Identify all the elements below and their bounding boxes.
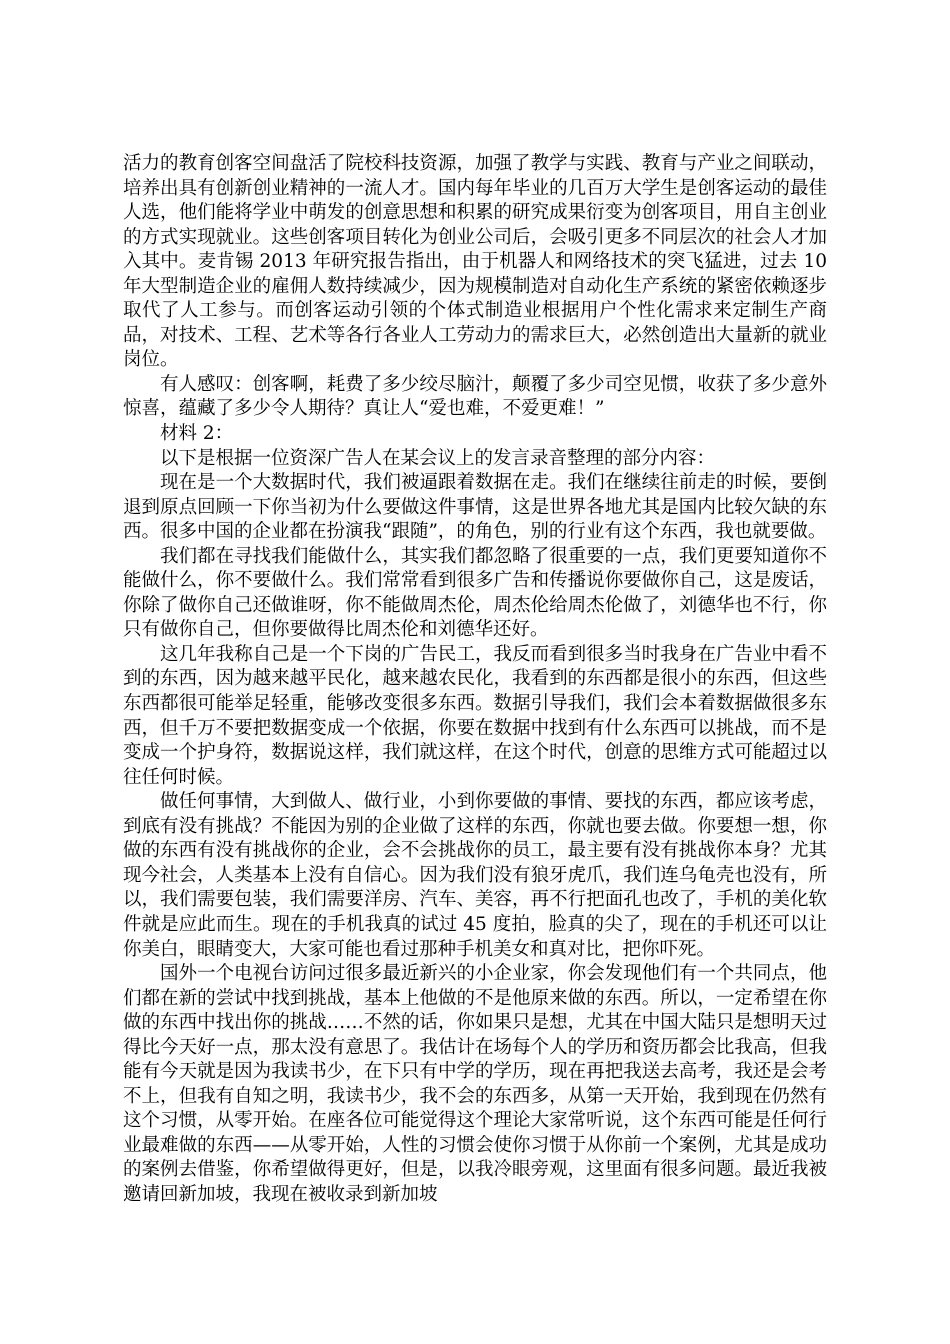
paragraph-start-from-zero: 国外一个电视台访问过很多最近新兴的小企业家，你会发现他们有一个共同点，他们都在新的尝试中找到挑战，基本上他做的不是他原来做的东西。所以，一定希望在你做的东西中找出你的挑战……不然的话，你如果只是想，尤其在中国大陆只是想明天过得比今天好一点，那太没有意思了。我估计在场每个人的学历和资历都会比我高，但我能有今天就是因为我读书少，在下只有中学的学历，现在再把我送去高考，我还是会考不上，但我有自知之明，我读书少，我不会的东西多，从第一天开始，我到现在仍然有这个习惯，从零开始。在座各位可能觉得这个理论大家常听说，这个东西可能是任何行业最难做的东西——从零开始，人性的习惯会使你习惯于从你前一个案例，尤其是成功的案例去借鉴，你希望做得更好，但是，以我冷眼旁观，这里面有很多问题。最近我被邀请回新加坡，我现在被收录到新加坡 (123, 963, 827, 1205)
section-heading-material-2: 材料 2： (160, 423, 234, 445)
paragraph-big-data: 现在是一个大数据时代，我们被逼跟着数据在走。我们在继续往前走的时候，要倒退到原点回顾一下你当初为什么要做这件事情，这是世界各地尤其是国内比较欠缺的东西。很多中国的企业都在扮演我“跟随”，的角色，别的行业有这个东西，我也就要做。 (123, 472, 827, 543)
paragraph-challenge: 做任何事情，大到做人、做行业，小到你要做的事情、要找的东西，都应该考虑，到底有没有挑战？不能因为别的企业做了这样的东西，你就也要去做。你要想一想，你做的东西有没有挑战你的企业，会不会挑战你的员工，最主要有没有挑战你本身？尤其现今社会，人类基本上没有自信心。因为我们没有狼牙虎爪，我们连乌龟壳也没有，所以，我们需要包装，我们需要洋房、汽车、美容，再不行把面孔也改了，手机的美化软件就是应此而生。现在的手机我真的试过 45 度拍，脸真的尖了，现在的手机还可以让你美白，眼睛变大，大家可能也看过那种手机美女和真对比，把你吓死。 (123, 791, 827, 960)
paragraph-exclamation: 有人感叹：创客啊，耗费了多少绞尽脑汁，颠覆了多少司空见惯，收获了多少意外惊喜，蕴藏了多少令人期待？真让人“爱也难，不爱更难！” (123, 373, 827, 420)
paragraph-intro: 以下是根据一位资深广告人在某会议上的发言录音整理的部分内容： (160, 447, 716, 469)
document-body (123, 152, 827, 1208)
paragraph-be-yourself: 我们都在寻找我们能做什么，其实我们都忽略了很重要的一点，我们更要知道你不能做什么，你不要做什么。我们常常看到很多广告和传播说你要做你自己，这是废话，你除了做你自己还做谁呀，你不能做周杰伦，周杰伦给周杰伦做了，刘德华也不行，你只有做你自己，但你要做得比周杰伦和刘德华还好。 (123, 545, 827, 641)
paragraph-ad-worker: 这几年我称自己是一个下岗的广告民工，我反而看到很多当时我身在广告业中看不到的东西，因为越来越平民化，越来越农民化，我看到的东西都是很小的东西，但这些东西都很可能举足轻重，能够改变很多东西。数据引导我们，我们会本着数据做很多东西，但千万不要把数据变成一个依据，你要在数据中找到有什么东西可以挑战，而不是变成一个护身符，数据说这样，我们就这样，在这个时代，创意的思维方式可能超过以往任何时候。 (123, 643, 827, 788)
paragraph-continued: 活力的教育创客空间盘活了院校科技资源，加强了教学与实践、教育与产业之间联动，培养出具有创新创业精神的一流人才。国内每年毕业的几百万大学生是创客运动的最佳人选，他们能将学业中萌发的创意思想和积累的研究成果衍变为创客项目，用自主创业的方式实现就业。这些创客项目转化为创业公司后，会吸引更多不同层次的社会人才加入其中。麦肯锡 2013 年研究报告指出，由于机器人和网络技术的突飞猛进，过去 10 年大型制造企业的雇佣人数持续减少，因为规模制造对自动化生产系统的紧密依赖逐步取代了人工参与。而创客运动引领的个体式制造业根据用户个性化需求来定制生产商品，对技术、工程、艺术等各行各业人工劳动力的需求巨大，必然创造出大量新的就业岗位。 (123, 153, 827, 371)
